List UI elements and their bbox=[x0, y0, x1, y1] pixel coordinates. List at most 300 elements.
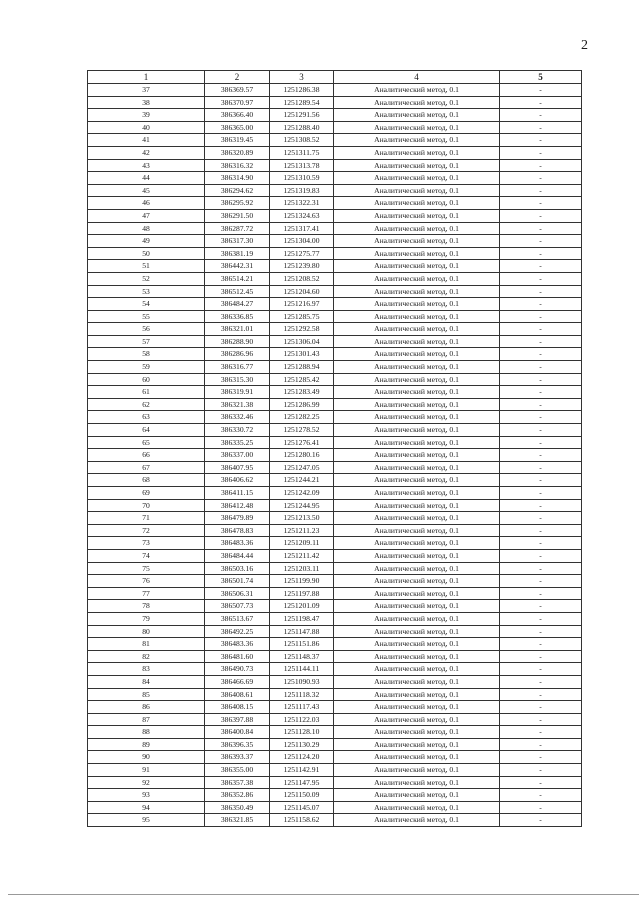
table-row bbox=[88, 172, 582, 185]
point-number-cell: 52 bbox=[88, 272, 205, 285]
note-cell: - bbox=[500, 738, 582, 751]
point-number-cell: 63 bbox=[88, 411, 205, 424]
note-cell: - bbox=[500, 688, 582, 701]
method-cell: Аналитический метод, 0.1 bbox=[334, 764, 500, 777]
y-coordinate-cell: 1251142.91 bbox=[270, 764, 334, 777]
x-coordinate-cell: 386407.95 bbox=[205, 461, 270, 474]
x-coordinate-cell: 386291.50 bbox=[205, 209, 270, 222]
table-row bbox=[88, 789, 582, 802]
y-coordinate-cell: 1251280.16 bbox=[270, 449, 334, 462]
note-cell: - bbox=[500, 474, 582, 487]
table-row bbox=[88, 675, 582, 688]
point-number-cell: 67 bbox=[88, 461, 205, 474]
x-coordinate-cell: 386408.61 bbox=[205, 688, 270, 701]
note-cell: - bbox=[500, 222, 582, 235]
method-cell: Аналитический метод, 0.1 bbox=[334, 146, 500, 159]
header-col-4: 4 bbox=[334, 71, 500, 84]
method-cell: Аналитический метод, 0.1 bbox=[334, 814, 500, 827]
method-cell: Аналитический метод, 0.1 bbox=[334, 751, 500, 764]
table-row bbox=[88, 184, 582, 197]
method-cell: Аналитический метод, 0.1 bbox=[334, 587, 500, 600]
method-cell: Аналитический метод, 0.1 bbox=[334, 222, 500, 235]
note-cell: - bbox=[500, 386, 582, 399]
table-row bbox=[88, 549, 582, 562]
note-cell: - bbox=[500, 625, 582, 638]
x-coordinate-cell: 386466.69 bbox=[205, 675, 270, 688]
note-cell: - bbox=[500, 146, 582, 159]
method-cell: Аналитический метод, 0.1 bbox=[334, 726, 500, 739]
y-coordinate-cell: 1251324.63 bbox=[270, 209, 334, 222]
y-coordinate-cell: 1251201.09 bbox=[270, 600, 334, 613]
point-number-cell: 62 bbox=[88, 398, 205, 411]
method-cell: Аналитический метод, 0.1 bbox=[334, 600, 500, 613]
method-cell: Аналитический метод, 0.1 bbox=[334, 512, 500, 525]
table-row bbox=[88, 323, 582, 336]
point-number-cell: 53 bbox=[88, 285, 205, 298]
y-coordinate-cell: 1251288.94 bbox=[270, 361, 334, 374]
x-coordinate-cell: 386400.84 bbox=[205, 726, 270, 739]
method-cell: Аналитический метод, 0.1 bbox=[334, 738, 500, 751]
point-number-cell: 94 bbox=[88, 801, 205, 814]
x-coordinate-cell: 386507.73 bbox=[205, 600, 270, 613]
point-number-cell: 81 bbox=[88, 638, 205, 651]
note-cell: - bbox=[500, 172, 582, 185]
note-cell: - bbox=[500, 424, 582, 437]
header-col-2: 2 bbox=[205, 71, 270, 84]
point-number-cell: 59 bbox=[88, 361, 205, 374]
x-coordinate-cell: 386337.00 bbox=[205, 449, 270, 462]
y-coordinate-cell: 1251209.11 bbox=[270, 537, 334, 550]
y-coordinate-cell: 1251317.41 bbox=[270, 222, 334, 235]
x-coordinate-cell: 386316.32 bbox=[205, 159, 270, 172]
y-coordinate-cell: 1251199.90 bbox=[270, 575, 334, 588]
method-cell: Аналитический метод, 0.1 bbox=[334, 361, 500, 374]
y-coordinate-cell: 1251239.80 bbox=[270, 260, 334, 273]
note-cell: - bbox=[500, 713, 582, 726]
x-coordinate-cell: 386288.90 bbox=[205, 335, 270, 348]
point-number-cell: 73 bbox=[88, 537, 205, 550]
note-cell: - bbox=[500, 650, 582, 663]
method-cell: Аналитический метод, 0.1 bbox=[334, 121, 500, 134]
point-number-cell: 68 bbox=[88, 474, 205, 487]
y-coordinate-cell: 1251311.75 bbox=[270, 146, 334, 159]
method-cell: Аналитический метод, 0.1 bbox=[334, 184, 500, 197]
point-number-cell: 76 bbox=[88, 575, 205, 588]
table-row bbox=[88, 386, 582, 399]
x-coordinate-cell: 386330.72 bbox=[205, 424, 270, 437]
point-number-cell: 57 bbox=[88, 335, 205, 348]
note-cell: - bbox=[500, 751, 582, 764]
table-row bbox=[88, 575, 582, 588]
x-coordinate-cell: 386315.30 bbox=[205, 373, 270, 386]
point-number-cell: 49 bbox=[88, 235, 205, 248]
note-cell: - bbox=[500, 461, 582, 474]
table-row bbox=[88, 524, 582, 537]
point-number-cell: 58 bbox=[88, 348, 205, 361]
x-coordinate-cell: 386501.74 bbox=[205, 575, 270, 588]
table-row bbox=[88, 260, 582, 273]
x-coordinate-cell: 386352.86 bbox=[205, 789, 270, 802]
point-number-cell: 77 bbox=[88, 587, 205, 600]
note-cell: - bbox=[500, 663, 582, 676]
point-number-cell: 51 bbox=[88, 260, 205, 273]
y-coordinate-cell: 1251285.42 bbox=[270, 373, 334, 386]
method-cell: Аналитический метод, 0.1 bbox=[334, 575, 500, 588]
x-coordinate-cell: 386492.25 bbox=[205, 625, 270, 638]
y-coordinate-cell: 1251148.37 bbox=[270, 650, 334, 663]
point-number-cell: 38 bbox=[88, 96, 205, 109]
note-cell: - bbox=[500, 701, 582, 714]
table-row bbox=[88, 449, 582, 462]
note-cell: - bbox=[500, 499, 582, 512]
method-cell: Аналитический метод, 0.1 bbox=[334, 197, 500, 210]
note-cell: - bbox=[500, 209, 582, 222]
note-cell: - bbox=[500, 675, 582, 688]
x-coordinate-cell: 386319.91 bbox=[205, 386, 270, 399]
point-number-cell: 95 bbox=[88, 814, 205, 827]
page-number: 2 bbox=[581, 38, 588, 53]
y-coordinate-cell: 1251301.43 bbox=[270, 348, 334, 361]
x-coordinate-cell: 386321.01 bbox=[205, 323, 270, 336]
x-coordinate-cell: 386320.89 bbox=[205, 146, 270, 159]
point-number-cell: 65 bbox=[88, 436, 205, 449]
x-coordinate-cell: 386321.38 bbox=[205, 398, 270, 411]
table-row bbox=[88, 373, 582, 386]
point-number-cell: 78 bbox=[88, 600, 205, 613]
point-number-cell: 54 bbox=[88, 298, 205, 311]
table-row bbox=[88, 461, 582, 474]
table-row bbox=[88, 638, 582, 651]
x-coordinate-cell: 386411.15 bbox=[205, 487, 270, 500]
method-cell: Аналитический метод, 0.1 bbox=[334, 134, 500, 147]
table-row bbox=[88, 587, 582, 600]
y-coordinate-cell: 1251278.52 bbox=[270, 424, 334, 437]
method-cell: Аналитический метод, 0.1 bbox=[334, 411, 500, 424]
point-number-cell: 92 bbox=[88, 776, 205, 789]
y-coordinate-cell: 1251244.95 bbox=[270, 499, 334, 512]
point-number-cell: 45 bbox=[88, 184, 205, 197]
point-number-cell: 43 bbox=[88, 159, 205, 172]
x-coordinate-cell: 386484.27 bbox=[205, 298, 270, 311]
table-row bbox=[88, 776, 582, 789]
note-cell: - bbox=[500, 184, 582, 197]
x-coordinate-cell: 386479.89 bbox=[205, 512, 270, 525]
point-number-cell: 84 bbox=[88, 675, 205, 688]
point-number-cell: 44 bbox=[88, 172, 205, 185]
y-coordinate-cell: 1251128.10 bbox=[270, 726, 334, 739]
point-number-cell: 66 bbox=[88, 449, 205, 462]
y-coordinate-cell: 1251292.58 bbox=[270, 323, 334, 336]
note-cell: - bbox=[500, 84, 582, 97]
point-number-cell: 41 bbox=[88, 134, 205, 147]
y-coordinate-cell: 1251203.11 bbox=[270, 562, 334, 575]
x-coordinate-cell: 386503.16 bbox=[205, 562, 270, 575]
method-cell: Аналитический метод, 0.1 bbox=[334, 663, 500, 676]
method-cell: Аналитический метод, 0.1 bbox=[334, 524, 500, 537]
y-coordinate-cell: 1251122.03 bbox=[270, 713, 334, 726]
x-coordinate-cell: 386512.45 bbox=[205, 285, 270, 298]
x-coordinate-cell: 386357.38 bbox=[205, 776, 270, 789]
table-row bbox=[88, 285, 582, 298]
method-cell: Аналитический метод, 0.1 bbox=[334, 688, 500, 701]
table-row bbox=[88, 348, 582, 361]
note-cell: - bbox=[500, 109, 582, 122]
note-cell: - bbox=[500, 575, 582, 588]
y-coordinate-cell: 1251213.50 bbox=[270, 512, 334, 525]
x-coordinate-cell: 386483.36 bbox=[205, 537, 270, 550]
method-cell: Аналитический метод, 0.1 bbox=[334, 650, 500, 663]
y-coordinate-cell: 1251124.20 bbox=[270, 751, 334, 764]
x-coordinate-cell: 386319.45 bbox=[205, 134, 270, 147]
table-row bbox=[88, 109, 582, 122]
table-row bbox=[88, 361, 582, 374]
y-coordinate-cell: 1251158.62 bbox=[270, 814, 334, 827]
method-cell: Аналитический метод, 0.1 bbox=[334, 499, 500, 512]
y-coordinate-cell: 1251313.78 bbox=[270, 159, 334, 172]
table-row bbox=[88, 537, 582, 550]
table-row bbox=[88, 197, 582, 210]
method-cell: Аналитический метод, 0.1 bbox=[334, 562, 500, 575]
y-coordinate-cell: 1251275.77 bbox=[270, 247, 334, 260]
table-row bbox=[88, 298, 582, 311]
point-number-cell: 83 bbox=[88, 663, 205, 676]
point-number-cell: 88 bbox=[88, 726, 205, 739]
x-coordinate-cell: 386481.60 bbox=[205, 650, 270, 663]
point-number-cell: 87 bbox=[88, 713, 205, 726]
y-coordinate-cell: 1251208.52 bbox=[270, 272, 334, 285]
point-number-cell: 42 bbox=[88, 146, 205, 159]
y-coordinate-cell: 1251306.04 bbox=[270, 335, 334, 348]
x-coordinate-cell: 386365.00 bbox=[205, 121, 270, 134]
note-cell: - bbox=[500, 197, 582, 210]
point-number-cell: 72 bbox=[88, 524, 205, 537]
x-coordinate-cell: 386396.35 bbox=[205, 738, 270, 751]
point-number-cell: 61 bbox=[88, 386, 205, 399]
point-number-cell: 89 bbox=[88, 738, 205, 751]
x-coordinate-cell: 386369.57 bbox=[205, 84, 270, 97]
table-header-row bbox=[88, 71, 582, 84]
note-cell: - bbox=[500, 801, 582, 814]
method-cell: Аналитический метод, 0.1 bbox=[334, 436, 500, 449]
method-cell: Аналитический метод, 0.1 bbox=[334, 801, 500, 814]
y-coordinate-cell: 1251310.59 bbox=[270, 172, 334, 185]
note-cell: - bbox=[500, 612, 582, 625]
method-cell: Аналитический метод, 0.1 bbox=[334, 537, 500, 550]
y-coordinate-cell: 1251211.23 bbox=[270, 524, 334, 537]
point-number-cell: 79 bbox=[88, 612, 205, 625]
method-cell: Аналитический метод, 0.1 bbox=[334, 260, 500, 273]
table-row bbox=[88, 726, 582, 739]
note-cell: - bbox=[500, 776, 582, 789]
table-row bbox=[88, 751, 582, 764]
note-cell: - bbox=[500, 524, 582, 537]
method-cell: Аналитический метод, 0.1 bbox=[334, 84, 500, 97]
note-cell: - bbox=[500, 348, 582, 361]
x-coordinate-cell: 386321.85 bbox=[205, 814, 270, 827]
point-number-cell: 80 bbox=[88, 625, 205, 638]
y-coordinate-cell: 1251286.99 bbox=[270, 398, 334, 411]
table-row bbox=[88, 398, 582, 411]
table-body bbox=[88, 84, 582, 827]
note-cell: - bbox=[500, 260, 582, 273]
note-cell: - bbox=[500, 285, 582, 298]
point-number-cell: 47 bbox=[88, 209, 205, 222]
note-cell: - bbox=[500, 436, 582, 449]
point-number-cell: 55 bbox=[88, 310, 205, 323]
method-cell: Аналитический метод, 0.1 bbox=[334, 701, 500, 714]
table-row bbox=[88, 436, 582, 449]
method-cell: Аналитический метод, 0.1 bbox=[334, 675, 500, 688]
method-cell: Аналитический метод, 0.1 bbox=[334, 96, 500, 109]
method-cell: Аналитический метод, 0.1 bbox=[334, 373, 500, 386]
note-cell: - bbox=[500, 537, 582, 550]
y-coordinate-cell: 1251211.42 bbox=[270, 549, 334, 562]
point-number-cell: 56 bbox=[88, 323, 205, 336]
table-row bbox=[88, 499, 582, 512]
y-coordinate-cell: 1251289.54 bbox=[270, 96, 334, 109]
x-coordinate-cell: 386295.92 bbox=[205, 197, 270, 210]
x-coordinate-cell: 386408.15 bbox=[205, 701, 270, 714]
table-row bbox=[88, 562, 582, 575]
method-cell: Аналитический метод, 0.1 bbox=[334, 776, 500, 789]
x-coordinate-cell: 386490.73 bbox=[205, 663, 270, 676]
x-coordinate-cell: 386332.46 bbox=[205, 411, 270, 424]
table-row bbox=[88, 512, 582, 525]
method-cell: Аналитический метод, 0.1 bbox=[334, 109, 500, 122]
header-col-1: 1 bbox=[88, 71, 205, 84]
method-cell: Аналитический метод, 0.1 bbox=[334, 348, 500, 361]
y-coordinate-cell: 1251118.32 bbox=[270, 688, 334, 701]
x-coordinate-cell: 386478.83 bbox=[205, 524, 270, 537]
table-row bbox=[88, 146, 582, 159]
method-cell: Аналитический метод, 0.1 bbox=[334, 335, 500, 348]
x-coordinate-cell: 386393.37 bbox=[205, 751, 270, 764]
y-coordinate-cell: 1251144.11 bbox=[270, 663, 334, 676]
point-number-cell: 71 bbox=[88, 512, 205, 525]
x-coordinate-cell: 386294.62 bbox=[205, 184, 270, 197]
method-cell: Аналитический метод, 0.1 bbox=[334, 625, 500, 638]
y-coordinate-cell: 1251198.47 bbox=[270, 612, 334, 625]
x-coordinate-cell: 386335.25 bbox=[205, 436, 270, 449]
y-coordinate-cell: 1251319.83 bbox=[270, 184, 334, 197]
y-coordinate-cell: 1251147.88 bbox=[270, 625, 334, 638]
y-coordinate-cell: 1251285.75 bbox=[270, 310, 334, 323]
point-number-cell: 39 bbox=[88, 109, 205, 122]
note-cell: - bbox=[500, 512, 582, 525]
method-cell: Аналитический метод, 0.1 bbox=[334, 247, 500, 260]
point-number-cell: 91 bbox=[88, 764, 205, 777]
x-coordinate-cell: 386406.62 bbox=[205, 474, 270, 487]
table-row bbox=[88, 612, 582, 625]
point-number-cell: 86 bbox=[88, 701, 205, 714]
table-row bbox=[88, 701, 582, 714]
y-coordinate-cell: 1251150.09 bbox=[270, 789, 334, 802]
method-cell: Аналитический метод, 0.1 bbox=[334, 789, 500, 802]
table-row bbox=[88, 121, 582, 134]
table-row bbox=[88, 272, 582, 285]
note-cell: - bbox=[500, 323, 582, 336]
note-cell: - bbox=[500, 726, 582, 739]
method-cell: Аналитический метод, 0.1 bbox=[334, 713, 500, 726]
note-cell: - bbox=[500, 449, 582, 462]
bottom-rule bbox=[8, 894, 639, 895]
table-row bbox=[88, 134, 582, 147]
table-row bbox=[88, 600, 582, 613]
table-row bbox=[88, 738, 582, 751]
point-number-cell: 50 bbox=[88, 247, 205, 260]
note-cell: - bbox=[500, 789, 582, 802]
x-coordinate-cell: 386314.90 bbox=[205, 172, 270, 185]
x-coordinate-cell: 386350.49 bbox=[205, 801, 270, 814]
table-row bbox=[88, 247, 582, 260]
note-cell: - bbox=[500, 638, 582, 651]
header-col-3: 3 bbox=[270, 71, 334, 84]
y-coordinate-cell: 1251197.88 bbox=[270, 587, 334, 600]
note-cell: - bbox=[500, 361, 582, 374]
point-number-cell: 85 bbox=[88, 688, 205, 701]
point-number-cell: 93 bbox=[88, 789, 205, 802]
note-cell: - bbox=[500, 96, 582, 109]
method-cell: Аналитический метод, 0.1 bbox=[334, 235, 500, 248]
point-number-cell: 70 bbox=[88, 499, 205, 512]
point-number-cell: 82 bbox=[88, 650, 205, 663]
note-cell: - bbox=[500, 764, 582, 777]
point-number-cell: 46 bbox=[88, 197, 205, 210]
note-cell: - bbox=[500, 335, 582, 348]
note-cell: - bbox=[500, 398, 582, 411]
method-cell: Аналитический метод, 0.1 bbox=[334, 638, 500, 651]
note-cell: - bbox=[500, 487, 582, 500]
table-row bbox=[88, 801, 582, 814]
y-coordinate-cell: 1251090.93 bbox=[270, 675, 334, 688]
y-coordinate-cell: 1251151.86 bbox=[270, 638, 334, 651]
y-coordinate-cell: 1251117.43 bbox=[270, 701, 334, 714]
x-coordinate-cell: 386287.72 bbox=[205, 222, 270, 235]
note-cell: - bbox=[500, 562, 582, 575]
table-row bbox=[88, 713, 582, 726]
method-cell: Аналитический метод, 0.1 bbox=[334, 172, 500, 185]
method-cell: Аналитический метод, 0.1 bbox=[334, 398, 500, 411]
x-coordinate-cell: 386514.21 bbox=[205, 272, 270, 285]
point-number-cell: 40 bbox=[88, 121, 205, 134]
method-cell: Аналитический метод, 0.1 bbox=[334, 449, 500, 462]
note-cell: - bbox=[500, 600, 582, 613]
point-number-cell: 60 bbox=[88, 373, 205, 386]
x-coordinate-cell: 386397.88 bbox=[205, 713, 270, 726]
method-cell: Аналитический метод, 0.1 bbox=[334, 298, 500, 311]
table-row bbox=[88, 411, 582, 424]
table-row bbox=[88, 96, 582, 109]
table-row bbox=[88, 209, 582, 222]
header-col-5: 5 bbox=[500, 71, 582, 84]
note-cell: - bbox=[500, 373, 582, 386]
y-coordinate-cell: 1251145.07 bbox=[270, 801, 334, 814]
y-coordinate-cell: 1251288.40 bbox=[270, 121, 334, 134]
method-cell: Аналитический метод, 0.1 bbox=[334, 323, 500, 336]
y-coordinate-cell: 1251247.05 bbox=[270, 461, 334, 474]
method-cell: Аналитический метод, 0.1 bbox=[334, 612, 500, 625]
note-cell: - bbox=[500, 247, 582, 260]
table-row bbox=[88, 424, 582, 437]
y-coordinate-cell: 1251147.95 bbox=[270, 776, 334, 789]
method-cell: Аналитический метод, 0.1 bbox=[334, 424, 500, 437]
table-row bbox=[88, 688, 582, 701]
x-coordinate-cell: 386317.30 bbox=[205, 235, 270, 248]
table-row bbox=[88, 335, 582, 348]
x-coordinate-cell: 386316.77 bbox=[205, 361, 270, 374]
note-cell: - bbox=[500, 121, 582, 134]
x-coordinate-cell: 386506.31 bbox=[205, 587, 270, 600]
